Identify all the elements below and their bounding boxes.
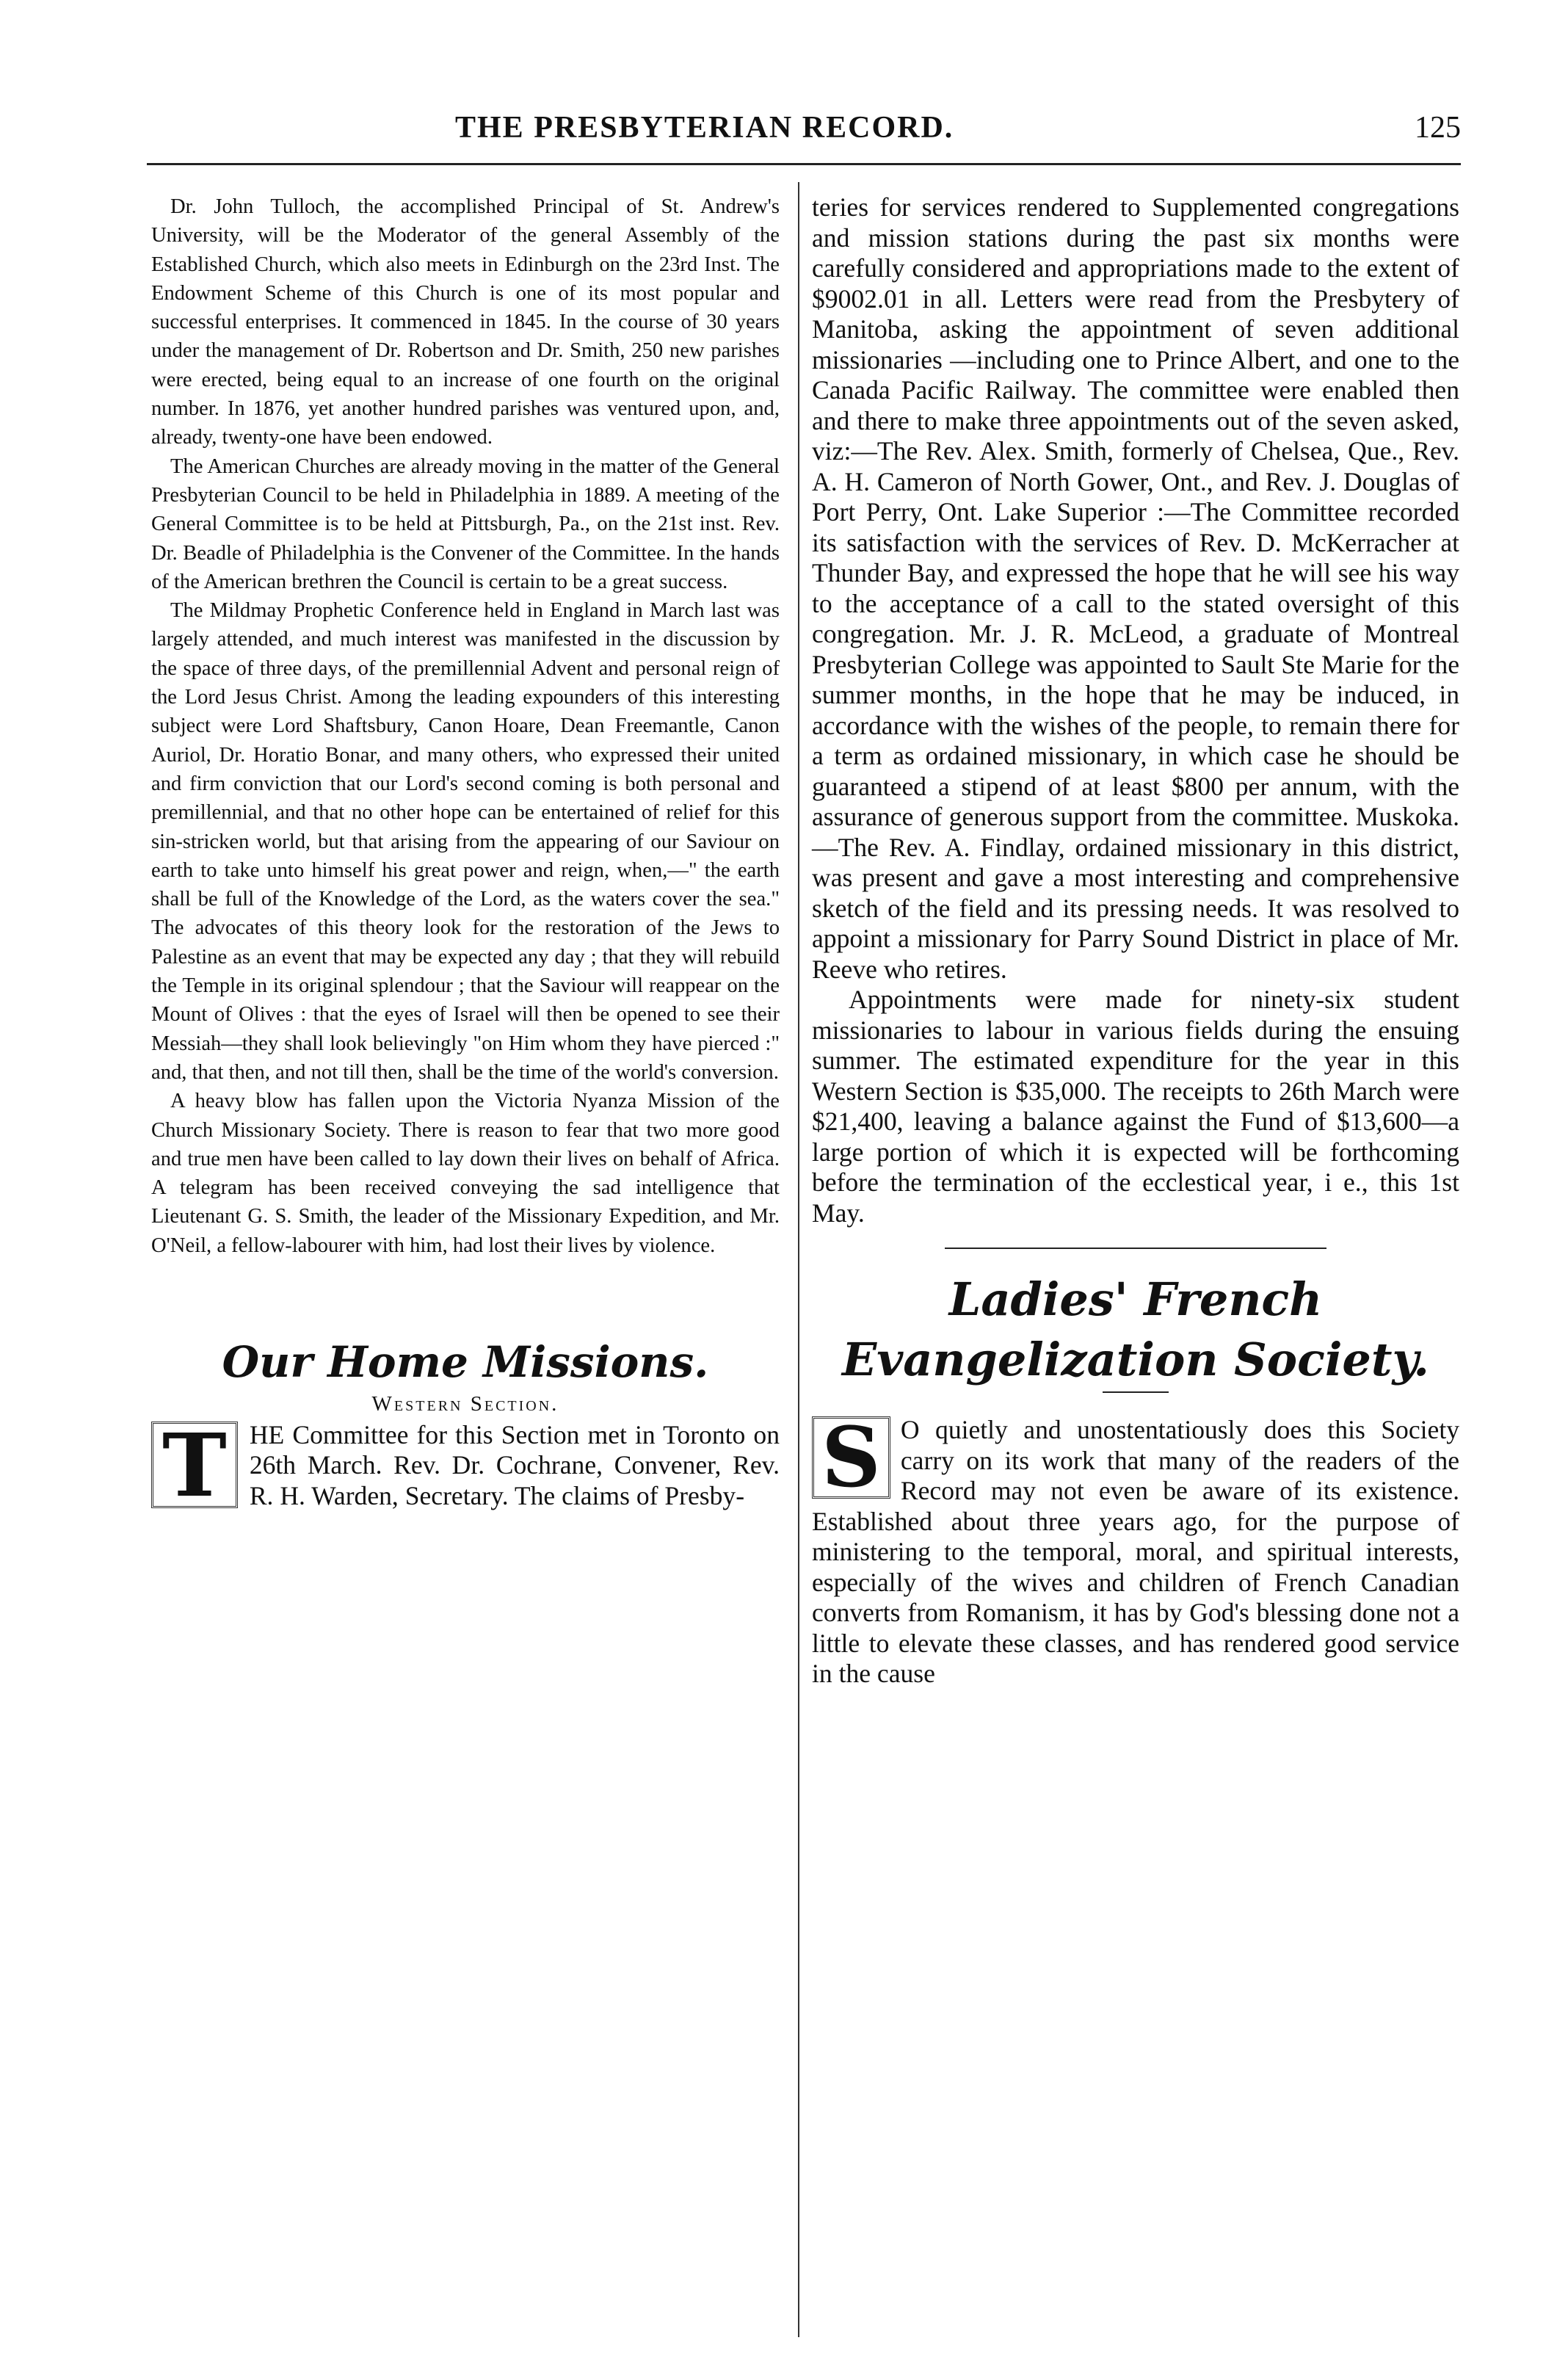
drop-cap-initial-ladies: S	[812, 1416, 890, 1499]
paragraph-committee-text: HE Committee for this Section met in Toronto on 26th March. Rev. Dr. Cochrane, Convener, Rev. R. H. Warden, Secretary. The claims of Presby-	[249, 1419, 780, 1510]
paragraph-victoria-nyanza: A heavy blow has fallen upon the Victoria Nyanza Mission of the Church Missionary Society. There is reason to fear that two more good and true men have been called to lay down their lives on behalf of Africa. A telegram has been received conveying the sad intelligence that Lieutenant G. S. Smith, the leader of the Missionary Expedition, and Mr. O'Neil, a fellow-labourer with him, had lost their lives by violence.	[151, 1090, 780, 1257]
paragraph-tulloch: Dr. John Tulloch, the accomplished Principal of St. Andrew's University, will be the Moderator of the general Assembly of the Established Church, which also meets in Edinburgh on the 23rd Inst. The Endowment Scheme of this Church is one of its most popular and successful enterprises. It commenced in 1845. In the course of 30 years under the management of Dr. Robertson and Dr. Smith, 250 new parishes were erected, being equal to an increase of one fourth on the original number. In 1876, yet another hundred parishes was ventured upon, and, already, twenty-one have been endowed.	[151, 195, 780, 449]
section-divider	[945, 1248, 1326, 1249]
left-column	[151, 192, 780, 1516]
section-heading-ladies-society: Ladies' French Evangelization Society.	[841, 1272, 1430, 1386]
right-column	[812, 192, 1459, 1690]
drop-cap-initial: T	[151, 1422, 238, 1508]
paragraph-american-churches: The American Churches are already moving in the matter of the General Presbyterian Council to be held in Philadelphia in 1889. A meeting of the General Committee is to be held at Pittsburgh, Pa., on the 21st inst. Rev. Dr. Beadle of Philadelphia is the Convener of the Committee. In the hands of the American brethren the Council is certain to be a great success.	[151, 455, 780, 593]
header-rule	[147, 163, 1461, 165]
section-heading-home-missions: Our Home Missions.	[222, 1336, 709, 1387]
paragraph-presbyteries: teries for services rendered to Supplemented congregations and mission stations during the past six months were carefully considered and appropriations made to the extent of $9002.01 in all. Letters were read from the Presbytery of Manitoba, asking the appointment of seven additional missionaries —including one to Prince Albert, and one to the Canada Pacific Railway. The committee were enabled then and there to make three appointments out of the seven asked, viz:—The Rev. Alex. Smith, formerly of Chelsea, Que., Rev. A. H. Cameron of North Gower, Ont., and Rev. J. Douglas of Port Perry, Ont. Lake Superior :—The Committee recorded its satisfaction with the services of Rev. D. McKerracher at Thunder Bay, and expressed the hope that he will see his way to the acceptance of a call to the stated oversight of this congregation. Mr. J. R. McLeod, a graduate of Montreal Presbyterian College was appointed to Sault Ste Marie for the summer months, in the hope that he may be induced, in accordance with the wishes of the people, to remain there for a term as ordained missionary, in which case he should be guaranteed a stipend of at least $800 per annum, with the assurance of generous support from the committee. Muskoka.—The Rev. A. Findlay, ordained missionary in this district, was present and gave a most interesting and comprehensive sketch of the field and its pressing needs. It was resolved to appoint a missionary for Parry Sound District in place of Mr. Reeve who retires.	[812, 192, 1459, 984]
subheading-western-section: Western Section.	[371, 1391, 559, 1416]
heading-underline	[1103, 1391, 1169, 1393]
column-divider	[798, 182, 799, 2337]
paragraph-ladies-text: O quietly and unostentatiously does this Society carry on its work that many of the readers of the Record may not even be aware of its existence. Established about three years ago, for the purpose of ministering to the temporal, moral, and spiritual interests, especially of the wives and children of French Canadian converts from Romanism, it has by God's blessing done not a little to elevate these classes, and has rendered good service in the cause	[812, 1415, 1459, 1688]
running-head	[147, 110, 1461, 154]
page-number: 125	[1415, 111, 1461, 145]
paragraph-mildmay-conference: The Mildmay Prophetic Conference held in England in March last was largely attended, and much interest was manifested in the discussion by the space of three days, of the premillennial Advent and personal reign of the Lord Jesus Christ. Among the leading expounders of this interesting subject were Lord Shaftsbury, Canon Hoare, Dean Freemantle, Canon Auriol, Dr. Horatio Bonar, and many others, who expressed their united and firm conviction that our Lord's second coming is both personal and premillennial, and that no other hope can be entertained of relief for this sin-stricken world, but that arising from the appearing of our Saviour on earth to take unto himself his great power and reign, when,—" the earth shall be full of the Knowledge of the Lord, as the waters cover the sea." The advocates of this theory look for the restoration of the Jews to Palestine as an event that may be expected any day ; that they will rebuild the Temple in its original splendour ; that the Saviour will reappear on the Mount of Olives : that the eyes of Israel will then be opened to see their Messiah—they shall look believingly "on Him whom they have pierced :" and, that then, and not till then, shall be the time of the world's conversion.	[151, 599, 780, 1084]
paragraph-committee	[151, 1413, 780, 1516]
publication-title: THE PRESBYTERIAN RECORD.	[455, 111, 954, 145]
paragraph-ladies-society	[812, 1410, 1459, 1690]
paragraph-appointments: Appointments were made for ninety-six student missionaries to labour in various fields during the ensuing summer. The estimated expenditure for the year in this Western Section is $35,000. The receipts to 26th March were $21,400, leaving a balance against the Fund of $13,600—a large portion of which it is expected will be forthcoming before the termination of the ecclestical year, i e., this 1st May.	[812, 985, 1459, 1228]
